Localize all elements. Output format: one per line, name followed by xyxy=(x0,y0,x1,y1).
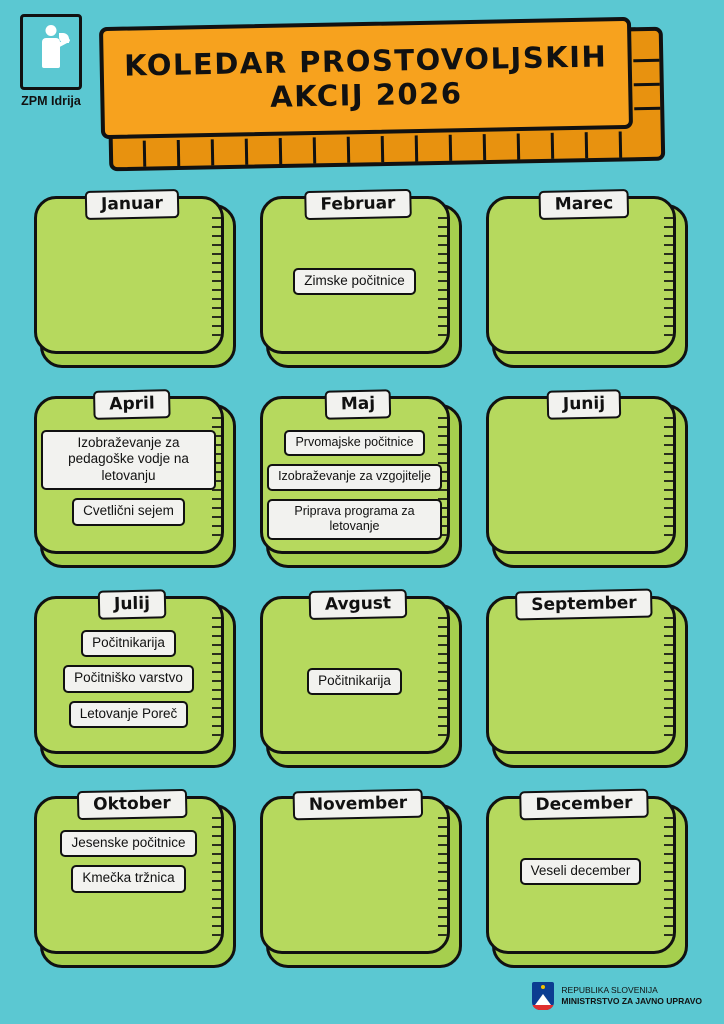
card-hatch xyxy=(438,817,447,947)
card-body xyxy=(486,196,676,354)
card-body xyxy=(486,396,676,554)
month-events xyxy=(41,430,216,526)
month-card-april xyxy=(34,393,230,582)
month-card-avgust xyxy=(260,593,456,782)
card-hatch xyxy=(664,417,673,547)
zpm-idrija-logo xyxy=(10,14,92,108)
event-item: Kmečka tržnica xyxy=(71,865,185,892)
month-label: December xyxy=(519,789,649,821)
card-hatch xyxy=(664,217,673,347)
event-item: Veseli december xyxy=(520,858,642,885)
month-card-september xyxy=(486,592,682,782)
card-body xyxy=(34,196,224,354)
month-label: Junij xyxy=(547,389,622,420)
logo-label: ZPM Idrija xyxy=(21,94,81,108)
month-events xyxy=(493,858,668,885)
footer-line-1: REPUBLIKA SLOVENIJA xyxy=(561,985,658,996)
event-item: Prvomajske počitnice xyxy=(284,430,424,456)
month-label: April xyxy=(93,389,171,420)
month-label: Maj xyxy=(325,389,392,419)
person-with-leaf-icon xyxy=(20,14,82,90)
title-line-1: KOLEDAR PROSTOVOLJSKIH xyxy=(123,39,608,83)
slovenia-coat-of-arms-icon xyxy=(532,982,554,1010)
title-banner-face xyxy=(99,17,633,139)
month-label: Julij xyxy=(98,589,167,619)
calendar-grid xyxy=(34,193,694,995)
month-label: September xyxy=(515,589,653,621)
month-label: Oktober xyxy=(77,789,187,820)
month-card-julij xyxy=(34,593,230,782)
month-card-marec xyxy=(486,193,682,382)
month-label: Marec xyxy=(539,189,630,220)
month-card-maj xyxy=(260,393,456,582)
event-item: Počitniško varstvo xyxy=(63,665,194,692)
event-item: Letovanje Poreč xyxy=(69,701,189,728)
card-body xyxy=(260,796,450,954)
month-card-december xyxy=(486,792,682,982)
month-card-januar xyxy=(34,193,230,382)
event-item: Priprava programa za letovanje xyxy=(267,499,442,541)
month-events xyxy=(267,668,442,695)
title-line-2: AKCIJ 2026 xyxy=(269,76,463,114)
month-label: Februar xyxy=(304,189,412,220)
event-item: Cvetlični sejem xyxy=(72,498,185,525)
card-hatch xyxy=(212,217,221,347)
card-body xyxy=(486,596,676,754)
month-card-junij xyxy=(486,393,682,582)
event-item: Počitnikarija xyxy=(307,668,402,695)
month-card-februar xyxy=(260,193,456,382)
event-item: Izobraževanje za pedagoške vodje na letovanju xyxy=(41,430,216,490)
footer-text xyxy=(561,985,702,1006)
event-item: Izobraževanje za vzgojitelje xyxy=(267,464,442,490)
card-hatch xyxy=(664,617,673,747)
event-item: Zimske počitnice xyxy=(293,268,416,295)
month-events xyxy=(267,268,442,295)
footer xyxy=(532,982,702,1010)
title-banner xyxy=(100,22,660,160)
event-item: Jesenske počitnice xyxy=(60,830,196,857)
footer-line-2: MINISTRSTVO ZA JAVNO UPRAVO xyxy=(561,996,702,1006)
month-events xyxy=(267,430,442,540)
month-label: November xyxy=(293,789,424,821)
month-card-november xyxy=(260,792,456,982)
month-label: Avgust xyxy=(309,589,408,620)
month-events xyxy=(41,830,216,893)
month-label: Januar xyxy=(85,189,179,220)
month-card-oktober xyxy=(34,793,230,982)
month-events xyxy=(41,630,216,728)
event-item: Počitnikarija xyxy=(81,630,176,657)
